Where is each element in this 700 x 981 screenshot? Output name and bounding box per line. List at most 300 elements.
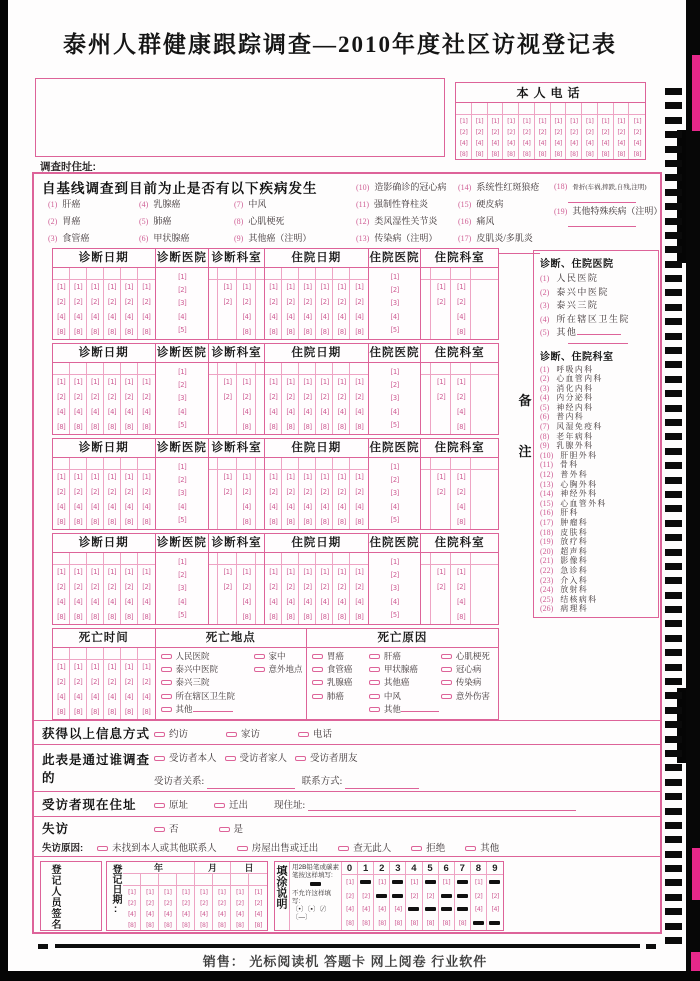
death-place-col1-checkbox[interactable] — [161, 694, 172, 699]
info-method-option[interactable] — [226, 730, 260, 740]
digit-7-bubble-8[interactable]: [8] — [457, 919, 467, 928]
b2-hosphosp-1[interactable]: [1] — [389, 368, 400, 377]
digit-4-bubble-1[interactable]: [1] — [409, 877, 419, 886]
deathtime-col4-bubble-4[interactable]: [4] — [106, 692, 117, 701]
regdate-c3-bubble-2[interactable]: [2] — [163, 898, 172, 907]
b2-diagdate-col6-bubble-8[interactable]: [8] — [141, 422, 151, 431]
regdate-c4-bubble-2[interactable]: [2] — [181, 898, 190, 907]
regdate-c2-bubble-2[interactable]: [2] — [145, 898, 154, 907]
phone-c3-bubble-2[interactable]: [2] — [490, 127, 500, 136]
b1-diagdept-pad-write-cell[interactable] — [256, 268, 264, 280]
b2-hospdate-col5-write-cell[interactable] — [333, 363, 349, 375]
lost-reason-option[interactable] — [465, 844, 499, 854]
b1-diagdate-col6-write-cell[interactable] — [138, 268, 155, 280]
regdate-c1-bubble-2[interactable]: [2] — [127, 898, 136, 907]
b3-diagdate-col2-bubble-1[interactable]: [1] — [73, 473, 83, 482]
b2-hospdate-col6-bubble-2[interactable]: [2] — [354, 393, 364, 402]
b2-hospdept-units-bubble-2[interactable]: [2] — [456, 393, 466, 402]
regdate-c4-bubble-8[interactable]: [8] — [181, 920, 190, 929]
phone-c11-bubble-8[interactable]: [8] — [616, 149, 626, 158]
registrar-signature-box[interactable] — [40, 861, 102, 931]
death-cause-col2-checkbox[interactable] — [369, 707, 380, 712]
b1-hospdate-col5-write-cell[interactable] — [333, 268, 349, 280]
b3-diagdept-pad-write-cell[interactable] — [256, 458, 264, 470]
b1-diagdate-col1-bubble-2[interactable]: [2] — [56, 298, 66, 307]
b4-diagdept-pad-write-cell[interactable] — [256, 553, 264, 565]
regdate-c3-bubble-1[interactable]: [1] — [163, 887, 172, 896]
digit-9-bubble-2[interactable]: [2] — [490, 891, 500, 900]
death-cause-col1-checkbox[interactable] — [312, 667, 323, 672]
regdate-c7-write-cell[interactable] — [231, 874, 248, 886]
surveyed-by-checkbox[interactable] — [295, 756, 306, 761]
phone-c1-bubble-8[interactable]: [8] — [459, 149, 468, 158]
b4-hospdate-col1-bubble-8[interactable]: [8] — [268, 612, 278, 621]
b3-diagdate-col5-bubble-8[interactable]: [8] — [123, 517, 134, 526]
phone-c10-bubble-8[interactable]: [8] — [600, 149, 610, 158]
b2-hosphosp-2[interactable]: [2] — [389, 381, 400, 390]
b2-hospdate-col3-bubble-2[interactable]: [2] — [302, 393, 313, 402]
b3-diagdate-col2-write-cell[interactable] — [70, 458, 86, 470]
b2-diagdate-col4-bubble-1[interactable]: [1] — [106, 378, 117, 387]
phone-c9-bubble-4[interactable]: [4] — [585, 138, 594, 147]
b3-hospdate-col6-write-cell[interactable] — [350, 458, 367, 470]
deathtime-col5-bubble-1[interactable]: [1] — [123, 663, 134, 672]
b4-hospdate-col5-bubble-2[interactable]: [2] — [336, 583, 347, 592]
b1-hospdate-col1-bubble-8[interactable]: [8] — [268, 327, 278, 336]
b3-diagdate-col1-bubble-1[interactable]: [1] — [56, 473, 66, 482]
phone-c3-bubble-4[interactable]: [4] — [490, 138, 500, 147]
b4-diaghosp-1[interactable]: [1] — [177, 558, 187, 567]
b3-hospdate-col4-write-cell[interactable] — [316, 458, 332, 470]
lost-followup-option[interactable] — [154, 825, 179, 835]
regdate-c7-bubble-8[interactable]: [8] — [235, 920, 244, 929]
b2-hospdate-col2-bubble-2[interactable]: [2] — [285, 393, 295, 402]
digit-5-bubble-8[interactable]: [8] — [425, 919, 435, 928]
b4-hospdate-col2-write-cell[interactable] — [282, 553, 298, 565]
b1-hospdate-col2-bubble-2[interactable]: [2] — [285, 298, 295, 307]
b3-hospdate-col2-bubble-1[interactable]: [1] — [285, 473, 295, 482]
phone-c8-write-cell[interactable] — [566, 103, 581, 115]
b4-hospdept-tens-bubble-1[interactable]: [1] — [436, 568, 446, 577]
b3-hospdate-col1-bubble-2[interactable]: [2] — [268, 488, 278, 497]
b1-hospdate-col6-bubble-2[interactable]: [2] — [354, 298, 364, 307]
b2-hosphosp-5[interactable]: [5] — [389, 420, 400, 429]
b3-hospdate-col2-bubble-2[interactable]: [2] — [285, 488, 295, 497]
b4-hospdept-units-bubble-1[interactable]: [1] — [456, 568, 466, 577]
b3-hosphosp-1[interactable]: [1] — [389, 463, 400, 472]
phone-c12-bubble-1[interactable]: [1] — [632, 116, 642, 125]
b3-diagdate-col4-write-cell[interactable] — [104, 458, 120, 470]
b4-diagdept-units-bubble-8[interactable]: [8] — [241, 612, 252, 621]
b1-diagdept-tens-write-cell[interactable] — [218, 268, 236, 280]
identity-sticker-box[interactable] — [35, 78, 445, 157]
b4-hospdate-col3-bubble-4[interactable]: [4] — [302, 597, 313, 606]
b4-diagdept-units-bubble-2[interactable]: [2] — [241, 583, 252, 592]
b4-diagdate-col4-bubble-2[interactable]: [2] — [106, 583, 117, 592]
b2-diagdate-col3-bubble-8[interactable]: [8] — [89, 422, 100, 431]
regdate-c8-write-cell[interactable] — [249, 874, 267, 886]
b2-hospdate-col3-write-cell[interactable] — [299, 363, 315, 375]
phone-c11-bubble-1[interactable]: [1] — [616, 116, 626, 125]
death-cause-col2-checkbox[interactable] — [369, 654, 380, 659]
current-address-option[interactable] — [214, 801, 248, 811]
b1-diagdate-col1-bubble-1[interactable]: [1] — [56, 283, 66, 292]
b1-diaghosp-4[interactable]: [4] — [177, 312, 187, 321]
b1-hospdept-tens-write-cell[interactable] — [431, 268, 450, 280]
contact-input-line[interactable] — [345, 780, 419, 789]
b4-diaghosp-2[interactable]: [2] — [177, 571, 187, 580]
b3-diagdate-col4-bubble-1[interactable]: [1] — [106, 473, 117, 482]
b1-hospdept-units-bubble-8[interactable]: [8] — [456, 327, 466, 336]
phone-c3-bubble-1[interactable]: [1] — [490, 116, 500, 125]
death-place-col1-checkbox[interactable] — [161, 707, 172, 712]
b1-hospdate-col6-bubble-1[interactable]: [1] — [354, 283, 364, 292]
b4-diagdate-col5-bubble-4[interactable]: [4] — [123, 597, 134, 606]
digit-5-bubble-2[interactable]: [2] — [425, 891, 435, 900]
b3-diagdept-units-bubble-2[interactable]: [2] — [241, 488, 252, 497]
phone-c11-bubble-4[interactable]: [4] — [616, 138, 626, 147]
b4-hospdate-col3-bubble-1[interactable]: [1] — [302, 568, 313, 577]
b1-hosphosp-2[interactable]: [2] — [389, 286, 400, 295]
b4-diagdate-col6-bubble-1[interactable]: [1] — [141, 568, 151, 577]
phone-c4-bubble-2[interactable]: [2] — [506, 127, 515, 136]
b3-diagdate-col1-bubble-4[interactable]: [4] — [56, 502, 66, 511]
b2-hospdate-col5-bubble-4[interactable]: [4] — [336, 407, 347, 416]
b4-diagdate-col6-write-cell[interactable] — [138, 553, 155, 565]
phone-c4-bubble-8[interactable]: [8] — [506, 149, 515, 158]
death-cause-col1-checkbox[interactable] — [312, 694, 323, 699]
lost-followup-checkbox[interactable] — [154, 827, 165, 832]
b4-diagdate-col2-bubble-2[interactable]: [2] — [73, 583, 83, 592]
b3-hospdept-units-bubble-8[interactable]: [8] — [456, 517, 466, 526]
b2-hospdate-col4-write-cell[interactable] — [316, 363, 332, 375]
b2-hospdate-col1-bubble-4[interactable]: [4] — [268, 407, 278, 416]
b3-diagdate-col6-bubble-2[interactable]: [2] — [141, 488, 151, 497]
disease-specify-line[interactable] — [568, 196, 636, 203]
disease-specify-line[interactable] — [568, 220, 636, 227]
b3-diagdate-col2-bubble-4[interactable]: [4] — [73, 502, 83, 511]
death-place-col1-checkbox[interactable] — [161, 667, 172, 672]
current-address-checkbox[interactable] — [214, 803, 225, 808]
b3-hospdate-col4-bubble-2[interactable]: [2] — [319, 488, 330, 497]
b4-diagdate-col5-bubble-2[interactable]: [2] — [123, 583, 134, 592]
phone-c2-write-cell[interactable] — [472, 103, 487, 115]
phone-c7-bubble-2[interactable]: [2] — [553, 127, 563, 136]
b2-hospdept-units-write-cell[interactable] — [451, 363, 470, 375]
regdate-c4-bubble-1[interactable]: [1] — [181, 887, 190, 896]
regdate-c6-bubble-8[interactable]: [8] — [217, 920, 226, 929]
phone-c8-bubble-2[interactable]: [2] — [569, 127, 578, 136]
phone-c8-bubble-8[interactable]: [8] — [569, 149, 578, 158]
b4-diagdate-col4-bubble-4[interactable]: [4] — [106, 597, 117, 606]
b4-hosphosp-2[interactable]: [2] — [389, 571, 400, 580]
regdate-c7-bubble-4[interactable]: [4] — [235, 909, 244, 918]
b2-hospdate-col1-bubble-1[interactable]: [1] — [268, 378, 278, 387]
digit-1-bubble-2[interactable]: [2] — [361, 891, 371, 900]
b3-hospdate-col6-bubble-1[interactable]: [1] — [354, 473, 364, 482]
regdate-c7-bubble-1[interactable]: [1] — [235, 887, 244, 896]
b2-hospdate-col6-bubble-4[interactable]: [4] — [354, 407, 364, 416]
b2-diagdate-col6-write-cell[interactable] — [138, 363, 155, 375]
b3-diagdate-col5-write-cell[interactable] — [121, 458, 137, 470]
b3-diagdate-col6-bubble-1[interactable]: [1] — [141, 473, 151, 482]
b1-hosphosp-5[interactable]: [5] — [389, 325, 400, 334]
b2-diagdate-col4-bubble-8[interactable]: [8] — [106, 422, 117, 431]
b3-diagdate-col4-bubble-8[interactable]: [8] — [106, 517, 117, 526]
b3-diaghosp-1[interactable]: [1] — [177, 463, 187, 472]
b1-hospdate-col5-bubble-1[interactable]: [1] — [336, 283, 347, 292]
b4-hospdate-col6-bubble-4[interactable]: [4] — [354, 597, 364, 606]
phone-c9-bubble-1[interactable]: [1] — [585, 116, 594, 125]
b1-hospdept-units-write-cell[interactable] — [451, 268, 470, 280]
b3-hospdept-units-write-cell[interactable] — [451, 458, 470, 470]
b2-diagdept-units-bubble-8[interactable]: [8] — [241, 422, 252, 431]
death-cause-col3-checkbox[interactable] — [441, 654, 452, 659]
b4-hospdate-col6-bubble-8[interactable]: [8] — [354, 612, 364, 621]
b4-hospdate-col5-bubble-4[interactable]: [4] — [336, 597, 347, 606]
phone-c10-bubble-1[interactable]: [1] — [600, 116, 610, 125]
lost-reason-option[interactable] — [237, 844, 319, 854]
death-cause-col2-specify-line[interactable] — [401, 704, 439, 712]
current-address-checkbox[interactable] — [154, 803, 165, 808]
b4-hospdate-col4-write-cell[interactable] — [316, 553, 332, 565]
b1-diagdate-col4-write-cell[interactable] — [104, 268, 120, 280]
deathtime-col6-bubble-2[interactable]: [2] — [141, 678, 151, 687]
phone-c2-bubble-8[interactable]: [8] — [474, 149, 484, 158]
b3-diagdate-col3-bubble-1[interactable]: [1] — [89, 473, 100, 482]
phone-c5-bubble-8[interactable]: [8] — [522, 149, 531, 158]
b2-hospdate-col4-bubble-2[interactable]: [2] — [319, 393, 330, 402]
current-address-input-line[interactable] — [308, 802, 576, 811]
b3-hosphosp-4[interactable]: [4] — [389, 502, 400, 511]
regdate-c8-bubble-8[interactable]: [8] — [253, 920, 263, 929]
b2-diagdate-col2-bubble-2[interactable]: [2] — [73, 393, 83, 402]
b2-hospdept-units-bubble-4[interactable]: [4] — [456, 407, 466, 416]
deathtime-col2-bubble-2[interactable]: [2] — [73, 678, 83, 687]
b3-hospdate-col1-write-cell[interactable] — [265, 458, 281, 470]
digit-8-bubble-4[interactable]: [4] — [473, 905, 483, 914]
b2-hospdate-col5-bubble-8[interactable]: [8] — [336, 422, 347, 431]
surveyed-by-option[interactable] — [154, 754, 217, 764]
b2-diagdate-col2-bubble-4[interactable]: [4] — [73, 407, 83, 416]
digit-8-bubble-1[interactable]: [1] — [473, 877, 483, 886]
b3-hospdate-col6-bubble-8[interactable]: [8] — [354, 517, 364, 526]
regdate-c3-bubble-4[interactable]: [4] — [163, 909, 172, 918]
regdate-c5-bubble-1[interactable]: [1] — [199, 887, 208, 896]
deathtime-col1-bubble-8[interactable]: [8] — [56, 707, 66, 716]
b4-hospdate-col6-bubble-2[interactable]: [2] — [354, 583, 364, 592]
phone-c11-bubble-2[interactable]: [2] — [616, 127, 626, 136]
b1-hospdept-pad-write-cell[interactable] — [421, 268, 430, 280]
info-method-option[interactable] — [154, 730, 188, 740]
phone-c1-bubble-4[interactable]: [4] — [459, 138, 468, 147]
lost-reason-checkbox[interactable] — [237, 846, 248, 851]
b2-diagdept-units-bubble-2[interactable]: [2] — [241, 393, 252, 402]
b2-hospdate-col1-write-cell[interactable] — [265, 363, 281, 375]
phone-c6-bubble-2[interactable]: [2] — [537, 127, 547, 136]
b1-hosphosp-3[interactable]: [3] — [389, 299, 400, 308]
b2-diagdept-pad-write-cell[interactable] — [209, 363, 217, 375]
b3-diagdate-col4-bubble-4[interactable]: [4] — [106, 502, 117, 511]
regdate-c6-write-cell[interactable] — [213, 874, 230, 886]
b2-diagdate-col5-write-cell[interactable] — [121, 363, 137, 375]
b4-hospdept-units-write-cell[interactable] — [451, 553, 470, 565]
regdate-c8-bubble-1[interactable]: [1] — [253, 887, 263, 896]
b3-hosphosp-2[interactable]: [2] — [389, 476, 400, 485]
b3-hosphosp-5[interactable]: [5] — [389, 515, 400, 524]
phone-c9-bubble-2[interactable]: [2] — [585, 127, 594, 136]
b2-hospdept-pad-write-cell[interactable] — [421, 363, 430, 375]
b1-diagdate-col5-bubble-2[interactable]: [2] — [123, 298, 134, 307]
b3-diagdept-units-bubble-8[interactable]: [8] — [241, 517, 252, 526]
deathtime-col2-write-cell[interactable] — [70, 648, 86, 660]
regdate-c3-write-cell[interactable] — [159, 874, 176, 886]
b2-diagdate-col6-bubble-2[interactable]: [2] — [141, 393, 151, 402]
phone-c1-write-cell[interactable] — [456, 103, 471, 115]
phone-c7-bubble-8[interactable]: [8] — [553, 149, 563, 158]
b3-hospdept-units-bubble-4[interactable]: [4] — [456, 502, 466, 511]
digit-6-bubble-1[interactable]: [1] — [441, 877, 451, 886]
b3-hospdate-col5-bubble-2[interactable]: [2] — [336, 488, 347, 497]
b2-diagdept-tens-bubble-2[interactable]: [2] — [222, 393, 233, 402]
b2-diagdate-col1-bubble-8[interactable]: [8] — [56, 422, 66, 431]
death-cause-col1-checkbox[interactable] — [312, 654, 323, 659]
b1-hospdate-col1-bubble-1[interactable]: [1] — [268, 283, 278, 292]
b3-diagdate-col2-bubble-2[interactable]: [2] — [73, 488, 83, 497]
b3-diagdate-col6-write-cell[interactable] — [138, 458, 155, 470]
b4-diagdate-col3-write-cell[interactable] — [87, 553, 103, 565]
b4-diagdate-col2-bubble-1[interactable]: [1] — [73, 568, 83, 577]
b1-hospdate-col1-bubble-2[interactable]: [2] — [268, 298, 278, 307]
b2-diaghosp-2[interactable]: [2] — [177, 381, 187, 390]
b1-hospdate-col4-bubble-2[interactable]: [2] — [319, 298, 330, 307]
phone-c2-bubble-2[interactable]: [2] — [474, 127, 484, 136]
phone-c3-bubble-8[interactable]: [8] — [490, 149, 500, 158]
deathtime-col6-bubble-1[interactable]: [1] — [141, 663, 151, 672]
info-method-checkbox[interactable] — [154, 732, 165, 737]
phone-c12-bubble-2[interactable]: [2] — [632, 127, 642, 136]
digit-8-bubble-2[interactable]: [2] — [473, 891, 483, 900]
b3-diaghosp-5[interactable]: [5] — [177, 515, 187, 524]
b2-diagdept-units-bubble-4[interactable]: [4] — [241, 407, 252, 416]
b3-hospdate-col1-bubble-4[interactable]: [4] — [268, 502, 278, 511]
b4-diagdept-units-bubble-4[interactable]: [4] — [241, 597, 252, 606]
deathtime-col4-bubble-1[interactable]: [1] — [106, 663, 117, 672]
b1-hospdate-col4-write-cell[interactable] — [316, 268, 332, 280]
b2-diaghosp-4[interactable]: [4] — [177, 407, 187, 416]
b3-hospdate-col5-bubble-8[interactable]: [8] — [336, 517, 347, 526]
b3-hospdate-col5-bubble-1[interactable]: [1] — [336, 473, 347, 482]
b1-hospdept-units-bubble-1[interactable]: [1] — [456, 283, 466, 292]
deathtime-col3-bubble-1[interactable]: [1] — [89, 663, 100, 672]
b4-diagdate-col5-write-cell[interactable] — [121, 553, 137, 565]
b4-hosphosp-3[interactable]: [3] — [389, 584, 400, 593]
phone-c3-write-cell[interactable] — [488, 103, 503, 115]
b3-diaghosp-3[interactable]: [3] — [177, 489, 187, 498]
b2-hospdate-col1-bubble-2[interactable]: [2] — [268, 393, 278, 402]
b2-diaghosp-3[interactable]: [3] — [177, 394, 187, 403]
b2-hospdate-col4-bubble-1[interactable]: [1] — [319, 378, 330, 387]
b1-diagdate-col2-bubble-8[interactable]: [8] — [73, 327, 83, 336]
lost-reason-checkbox[interactable] — [338, 846, 349, 851]
digit-0-bubble-4[interactable]: [4] — [345, 905, 354, 914]
b1-hospdate-col3-bubble-8[interactable]: [8] — [302, 327, 313, 336]
lost-reason-checkbox[interactable] — [411, 846, 422, 851]
b2-hospdate-col6-bubble-8[interactable]: [8] — [354, 422, 364, 431]
b4-diagdate-col6-bubble-4[interactable]: [4] — [141, 597, 151, 606]
b1-diagdate-col6-bubble-4[interactable]: [4] — [141, 312, 151, 321]
b4-diagdate-col2-write-cell[interactable] — [70, 553, 86, 565]
phone-c6-write-cell[interactable] — [535, 103, 550, 115]
b3-diagdate-col4-bubble-2[interactable]: [2] — [106, 488, 117, 497]
b4-hospdept-units-bubble-8[interactable]: [8] — [456, 612, 466, 621]
b2-diagdate-col2-bubble-1[interactable]: [1] — [73, 378, 83, 387]
regdate-c5-write-cell[interactable] — [195, 874, 212, 886]
b4-hospdept-tens-bubble-2[interactable]: [2] — [436, 583, 446, 592]
death-place-col2-checkbox[interactable] — [254, 667, 265, 672]
b1-hospdate-col4-bubble-8[interactable]: [8] — [319, 327, 330, 336]
deathtime-col5-bubble-2[interactable]: [2] — [123, 678, 134, 687]
b4-diagdept-units-write-cell[interactable] — [237, 553, 255, 565]
b1-hosphosp-4[interactable]: [4] — [389, 312, 400, 321]
deathtime-col4-bubble-2[interactable]: [2] — [106, 678, 117, 687]
phone-c8-bubble-1[interactable]: [1] — [569, 116, 578, 125]
b4-diagdept-units-bubble-1[interactable]: [1] — [241, 568, 252, 577]
b4-diagdept-pad-write-cell[interactable] — [209, 553, 217, 565]
b1-hospdept-pad-write-cell[interactable] — [471, 268, 498, 280]
b2-diagdate-col2-bubble-8[interactable]: [8] — [73, 422, 83, 431]
regdate-c1-bubble-4[interactable]: [4] — [127, 909, 136, 918]
b1-diagdate-col2-bubble-4[interactable]: [4] — [73, 312, 83, 321]
b1-diagdept-units-write-cell[interactable] — [237, 268, 255, 280]
b2-diagdate-col6-bubble-4[interactable]: [4] — [141, 407, 151, 416]
b2-diagdate-col5-bubble-8[interactable]: [8] — [123, 422, 134, 431]
b3-hospdate-col6-bubble-4[interactable]: [4] — [354, 502, 364, 511]
b4-hospdate-col6-bubble-1[interactable]: [1] — [354, 568, 364, 577]
regdate-c4-write-cell[interactable] — [177, 874, 194, 886]
deathtime-col5-bubble-4[interactable]: [4] — [123, 692, 134, 701]
b3-hospdept-pad-write-cell[interactable] — [421, 458, 430, 470]
b1-diaghosp-5[interactable]: [5] — [177, 325, 187, 334]
b4-hosphosp-1[interactable]: [1] — [389, 558, 400, 567]
lost-followup-option[interactable] — [219, 825, 244, 835]
b3-diagdate-col6-bubble-4[interactable]: [4] — [141, 502, 151, 511]
death-cause-col1-checkbox[interactable] — [312, 680, 323, 685]
b4-hospdate-col4-bubble-2[interactable]: [2] — [319, 583, 330, 592]
deathtime-col3-bubble-8[interactable]: [8] — [89, 707, 100, 716]
b1-diagdate-col2-bubble-2[interactable]: [2] — [73, 298, 83, 307]
deathtime-col1-bubble-4[interactable]: [4] — [56, 692, 66, 701]
b4-diagdate-col1-bubble-4[interactable]: [4] — [56, 597, 66, 606]
deathtime-col4-write-cell[interactable] — [104, 648, 120, 660]
phone-c9-write-cell[interactable] — [582, 103, 597, 115]
phone-c12-bubble-8[interactable]: [8] — [632, 149, 642, 158]
b4-diagdate-col6-bubble-8[interactable]: [8] — [141, 612, 151, 621]
b3-hospdate-col3-write-cell[interactable] — [299, 458, 315, 470]
deathtime-col6-write-cell[interactable] — [138, 648, 155, 660]
b4-diagdate-col3-bubble-2[interactable]: [2] — [89, 583, 100, 592]
b1-diagdept-pad-write-cell[interactable] — [209, 268, 217, 280]
b1-diagdate-col5-bubble-4[interactable]: [4] — [123, 312, 134, 321]
lost-reason-checkbox[interactable] — [97, 846, 108, 851]
deathtime-col5-bubble-8[interactable]: [8] — [123, 707, 134, 716]
digit-2-bubble-1[interactable]: [1] — [377, 877, 387, 886]
b4-diagdept-tens-bubble-2[interactable]: [2] — [222, 583, 233, 592]
phone-c5-bubble-4[interactable]: [4] — [522, 138, 531, 147]
lost-reason-checkbox[interactable] — [465, 846, 476, 851]
b3-hospdate-col6-bubble-2[interactable]: [2] — [354, 488, 364, 497]
phone-c10-write-cell[interactable] — [598, 103, 613, 115]
